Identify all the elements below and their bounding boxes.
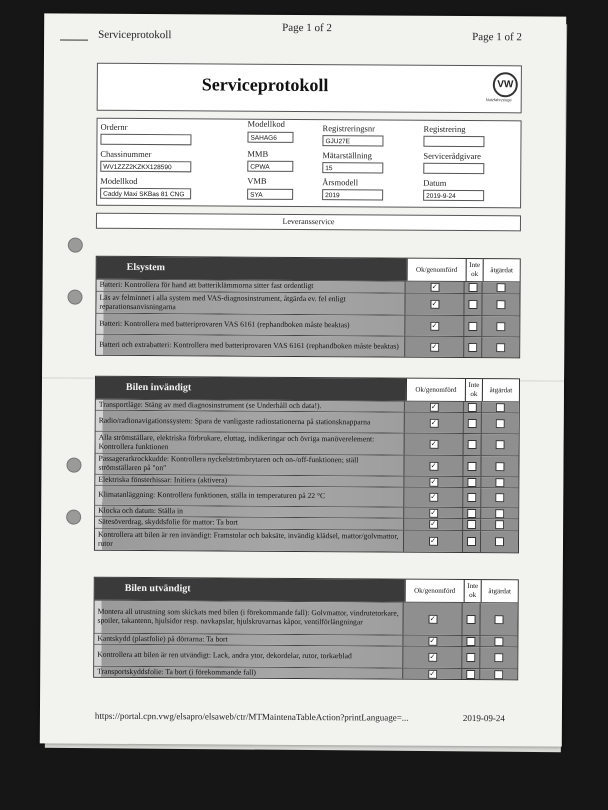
inte-ok-cell xyxy=(462,636,480,646)
footer-date: 2019-09-24 xyxy=(462,712,505,724)
atgardat-checkbox[interactable] xyxy=(494,653,503,662)
inte-ok-checkbox[interactable] xyxy=(468,440,477,449)
field-serviceradgivare xyxy=(423,163,484,174)
inte-ok-cell xyxy=(463,477,481,487)
checklist-item-text xyxy=(94,634,402,646)
atgardat-checkbox[interactable] xyxy=(496,343,505,352)
checklist-item-label: Batteri: Kontrollera med batteriprovaren VAS 6161 (rephandboken måste beaktas) xyxy=(99,318,350,329)
inte-ok-cell xyxy=(462,603,480,635)
ok-checkbox[interactable]: ✓ xyxy=(429,614,436,623)
checklist-item-text xyxy=(95,529,403,552)
inte-ok-checkbox[interactable] xyxy=(469,343,478,352)
checklist-item-text xyxy=(96,411,404,433)
atgardat-checkbox[interactable] xyxy=(496,419,505,428)
checklist-item-text xyxy=(95,486,403,507)
column-header-ok: Ok/genomförd xyxy=(407,259,466,281)
ok-checkbox[interactable]: ✓ xyxy=(430,536,437,545)
checklist-item-label: Batteri och extrabatteri: Kontrollera med batteriprovaren VAS 6161 (rephandboken måste beaktas) xyxy=(99,339,399,351)
checklist-item-text xyxy=(96,292,404,315)
ok-cell xyxy=(403,477,463,487)
atgardat-checkbox[interactable] xyxy=(495,493,504,502)
vehicle-info-box xyxy=(96,118,522,209)
inte-ok-checkbox[interactable] xyxy=(468,403,477,412)
column-header-atgardat: åtgärdat xyxy=(483,259,520,281)
ok-cell xyxy=(403,488,463,507)
checklist-item-label: Kontrollera att bilen är ren invändigt: Framstolar och baksäte, invändig klädsel, mattor/golvmattor, rutor xyxy=(97,529,399,548)
atgardat-checkbox[interactable] xyxy=(495,537,504,546)
header-page-number: Page 1 of 2 xyxy=(282,21,332,35)
column-header-atgardat: åtgärdat xyxy=(481,580,518,602)
title-box xyxy=(97,63,522,114)
label-serviceradgivare: Servicerådgivare xyxy=(423,150,481,162)
label-registrering: Registrering xyxy=(423,123,466,134)
ok-cell xyxy=(404,282,464,293)
checklist-item-label: Passagerarkrockkudde: Kontrollera nyckelströmbrytaren och on-/off-funktionen; ställ strömställaren på "on" xyxy=(98,454,359,473)
checklist-row xyxy=(96,431,519,456)
label-modellkod-2: Modellkod xyxy=(100,175,138,186)
column-header-atgardat: åtgärdat xyxy=(482,379,519,401)
inte-ok-cell xyxy=(464,282,482,293)
column-header-inte-ok: Inte ok xyxy=(464,580,481,602)
inte-ok-checkbox[interactable] xyxy=(469,300,478,309)
atgardat-cell xyxy=(482,294,520,315)
checklist-item-text xyxy=(95,454,403,476)
checklist-item-label: Alla strömställare, elektriska förbrukare, eluttag, indikeringar och övriga manöverelement: Kontrollera funktionen xyxy=(98,432,375,451)
label-ordernr: Ordernr xyxy=(100,121,128,132)
ok-cell xyxy=(404,337,464,357)
section-header xyxy=(96,377,519,402)
ok-checkbox[interactable]: ✓ xyxy=(430,418,437,427)
atgardat-checkbox[interactable] xyxy=(495,615,504,624)
checklist-item-label: Kontrollera att bilen är ren utvändigt: Lack, andra ytor, dekordelar, rutor, torkarblad xyxy=(97,649,352,661)
atgardat-checkbox[interactable] xyxy=(496,440,505,449)
column-header-inte-ok: Inte ok xyxy=(466,259,483,281)
vw-logo-icon: VW xyxy=(493,72,518,97)
ok-checkbox[interactable]: ✓ xyxy=(429,636,436,645)
inte-ok-checkbox[interactable] xyxy=(469,283,478,292)
inte-ok-cell xyxy=(462,531,480,552)
ok-cell xyxy=(404,316,464,336)
punch-hole xyxy=(68,238,83,253)
checklist-item-text xyxy=(95,517,403,530)
section-bilen-utvandigt xyxy=(93,577,519,681)
label-datum: Datum xyxy=(423,177,447,188)
ok-checkbox[interactable]: ✓ xyxy=(430,402,437,411)
checklist-row xyxy=(94,644,517,669)
ok-cell xyxy=(402,669,462,679)
checklist-item-label: Elektriska fönsterhissar: Initiera (aktivera) xyxy=(98,474,228,485)
document-page xyxy=(40,13,566,746)
inte-ok-cell xyxy=(463,413,481,433)
inte-ok-checkbox[interactable] xyxy=(468,462,477,471)
column-header-ok: Ok/genomförd xyxy=(405,580,464,602)
atgardat-cell xyxy=(482,316,520,336)
inte-ok-cell xyxy=(464,337,482,357)
section-header xyxy=(95,578,518,603)
inte-ok-checkbox[interactable] xyxy=(467,615,476,624)
checklist-item-label: Sätesöverdrag, skyddsfolie för mattor: Ta bort xyxy=(98,516,238,527)
inte-ok-checkbox[interactable] xyxy=(467,520,476,529)
inte-ok-cell xyxy=(463,508,481,518)
checklist-item-text xyxy=(95,475,403,487)
field-mmb: CPWA xyxy=(247,161,293,172)
checklist-row xyxy=(95,528,518,553)
ok-checkbox[interactable]: ✓ xyxy=(431,282,438,291)
atgardat-checkbox[interactable] xyxy=(496,403,505,412)
ok-cell xyxy=(403,519,463,530)
checklist-item-text xyxy=(94,667,402,679)
inte-ok-cell xyxy=(464,294,482,315)
label-matarstallning: Mätarställning xyxy=(322,150,372,161)
atgardat-checkbox[interactable] xyxy=(495,509,504,518)
atgardat-cell xyxy=(481,413,519,433)
ok-checkbox[interactable]: ✓ xyxy=(429,652,436,661)
inte-ok-checkbox[interactable] xyxy=(468,493,477,502)
inte-ok-cell xyxy=(463,456,481,476)
label-chassinummer: Chassinummer xyxy=(100,148,152,160)
field-ordernr xyxy=(100,134,191,146)
section-title: Elsystem xyxy=(126,261,166,274)
logo-subtitle: Nutzfahrzeuge xyxy=(485,97,512,103)
field-vmb: SYA xyxy=(247,189,293,200)
ok-checkbox[interactable]: ✓ xyxy=(430,508,437,517)
atgardat-cell xyxy=(482,282,520,293)
inte-ok-cell xyxy=(462,669,480,679)
checklist-row xyxy=(96,313,519,337)
field-chassinummer: WV1ZZZ2KZKX128590 xyxy=(100,161,191,173)
checklist-item-label: Batteri: Kontrollera för hand att batteriklämmorna sitter fast ordentligt xyxy=(99,279,314,291)
ok-cell xyxy=(403,434,463,455)
checklist-row xyxy=(96,291,519,316)
field-datum: 2019-9-24 xyxy=(423,190,484,201)
atgardat-cell xyxy=(481,434,519,455)
section-header xyxy=(97,257,520,282)
checklist-item-label: Klocka och datum: Ställa in xyxy=(98,505,184,515)
field-modellkod-2: Caddy Maxi SKBas 81 CNG xyxy=(100,188,191,200)
field-matarstallning: 15 xyxy=(322,162,383,173)
checklist-item-text xyxy=(97,280,405,293)
inte-ok-checkbox[interactable] xyxy=(469,322,478,331)
atgardat-checkbox[interactable] xyxy=(496,322,505,331)
section-elsystem xyxy=(95,256,521,359)
inte-ok-cell xyxy=(462,647,480,668)
checklist-row xyxy=(95,453,518,477)
checklist-row xyxy=(96,410,519,434)
checklist-item-label: Transportläge: Stäng av med diagnosinstrument (se Underhåll och data!). xyxy=(98,399,322,410)
ok-checkbox[interactable]: ✓ xyxy=(430,439,437,448)
atgardat-cell xyxy=(481,337,519,357)
field-registreringsnr: GJU27E xyxy=(322,135,383,146)
ok-cell xyxy=(402,603,462,635)
inte-ok-checkbox[interactable] xyxy=(467,653,476,662)
header-page-number-right: Page 1 of 2 xyxy=(472,31,522,44)
checklist-item-text xyxy=(95,506,403,518)
inte-ok-checkbox[interactable] xyxy=(467,537,476,546)
checklist-item-text xyxy=(96,400,404,412)
atgardat-checkbox[interactable] xyxy=(494,670,503,679)
inte-ok-cell xyxy=(463,402,481,412)
checklist-row xyxy=(96,334,519,358)
checklist-item-text xyxy=(96,314,404,336)
ok-cell xyxy=(402,636,462,646)
page-title: Serviceprotokoll xyxy=(201,74,329,96)
section-title: Bilen utvändigt xyxy=(124,582,191,595)
ok-cell xyxy=(403,456,463,476)
atgardat-cell xyxy=(481,477,519,487)
label-arsmodell: Årsmodell xyxy=(322,177,359,188)
ok-cell xyxy=(403,508,463,518)
checklist-item-text xyxy=(94,601,402,635)
ok-checkbox[interactable]: ✓ xyxy=(431,342,438,351)
inte-ok-cell xyxy=(462,519,480,530)
checklist-row xyxy=(94,600,517,636)
atgardat-cell xyxy=(481,456,519,476)
checklist-item-text xyxy=(96,335,404,357)
atgardat-cell xyxy=(480,647,518,668)
punch-hole xyxy=(66,510,81,525)
atgardat-cell xyxy=(479,669,517,679)
atgardat-cell xyxy=(480,531,518,552)
inte-ok-checkbox[interactable] xyxy=(468,419,477,428)
ok-checkbox[interactable]: ✓ xyxy=(430,519,437,528)
ok-checkbox[interactable]: ✓ xyxy=(430,461,437,470)
atgardat-checkbox[interactable] xyxy=(495,478,504,487)
punch-hole xyxy=(66,458,81,473)
inte-ok-checkbox[interactable] xyxy=(467,670,476,679)
punch-hole xyxy=(67,290,82,305)
atgardat-cell xyxy=(480,636,518,646)
checklist-item-label: Montera all utrustning som skickats med bilen (i förekommande fall): Golvmattor, vindrutetorkare, spoiler, takantenn, hjulsidor resp. navkapslar, hjulskruvarnas kåpor, ventilförlängningar xyxy=(97,607,399,627)
ok-checkbox[interactable]: ✓ xyxy=(431,299,438,308)
label-mmb: MMB xyxy=(247,148,269,159)
checklist-item-label: Transportskyddsfolie: Ta bort (i förekommande fall) xyxy=(97,666,256,677)
inte-ok-cell xyxy=(463,488,481,507)
ok-checkbox[interactable]: ✓ xyxy=(430,492,437,501)
checklist-item-label: Radio/radionavigationssystem: Spara de vanligaste radiostationerna på stationsknapparna xyxy=(98,415,371,427)
inte-ok-checkbox[interactable] xyxy=(467,509,476,518)
atgardat-cell xyxy=(480,488,518,507)
ok-checkbox[interactable]: ✓ xyxy=(430,477,437,486)
atgardat-checkbox[interactable] xyxy=(497,300,506,309)
checklist-item-label: Klimatanläggning: Kontrollera funktionen, ställa in temperaturen på 22 °C xyxy=(98,489,326,501)
atgardat-cell xyxy=(481,402,519,412)
atgardat-cell xyxy=(480,508,518,518)
field-modellkod: SAHAG6 xyxy=(247,132,293,143)
leveransservice-bar: Leveransservice xyxy=(96,213,521,232)
ok-cell xyxy=(404,294,464,315)
column-header-inte-ok: Inte ok xyxy=(465,379,482,401)
section-title: Bilen invändigt xyxy=(125,381,192,394)
inte-ok-cell xyxy=(464,316,482,336)
label-registreringsnr: Registreringsnr xyxy=(322,123,375,134)
footer-url: https://portal.cpn.vwg/elsapro/elsaweb/ctr/MTMaintenaTableAction?printLanguage=... xyxy=(94,710,409,723)
atgardat-cell xyxy=(480,519,518,530)
ok-checkbox[interactable]: ✓ xyxy=(431,321,438,330)
checklist-item-text xyxy=(96,432,404,455)
inte-ok-checkbox[interactable] xyxy=(467,637,476,646)
ok-cell xyxy=(402,647,462,668)
atgardat-cell xyxy=(480,603,518,635)
section-bilen-invandigt xyxy=(94,376,520,554)
ok-cell xyxy=(403,531,463,552)
ok-cell xyxy=(404,402,464,412)
checklist-item-label: Läs av felminnet i alla system med VAS-diagnosinstrument, åtgärda ev. fel enligt reparationsanvisningarna xyxy=(99,292,346,311)
checklist-item-text xyxy=(94,645,402,668)
ok-checkbox[interactable]: ✓ xyxy=(429,669,436,678)
atgardat-checkbox[interactable] xyxy=(495,637,504,646)
field-registrering xyxy=(423,136,484,147)
atgardat-checkbox[interactable] xyxy=(497,283,506,292)
header-rule xyxy=(60,40,88,41)
label-modellkod: Modellkod xyxy=(247,118,285,129)
checklist-row xyxy=(95,485,518,508)
column-header-ok: Ok/genomförd xyxy=(406,379,465,401)
atgardat-checkbox[interactable] xyxy=(496,462,505,471)
inte-ok-cell xyxy=(463,434,481,455)
header-title: Serviceprotokoll xyxy=(98,28,172,42)
inte-ok-checkbox[interactable] xyxy=(468,478,477,487)
field-arsmodell: 2019 xyxy=(322,189,383,200)
atgardat-checkbox[interactable] xyxy=(495,520,504,529)
ok-cell xyxy=(403,413,463,433)
checklist-item-label: Kantskydd (plastfolie) på dörrarna: Ta bort xyxy=(97,633,228,644)
label-vmb: VMB xyxy=(247,175,267,186)
